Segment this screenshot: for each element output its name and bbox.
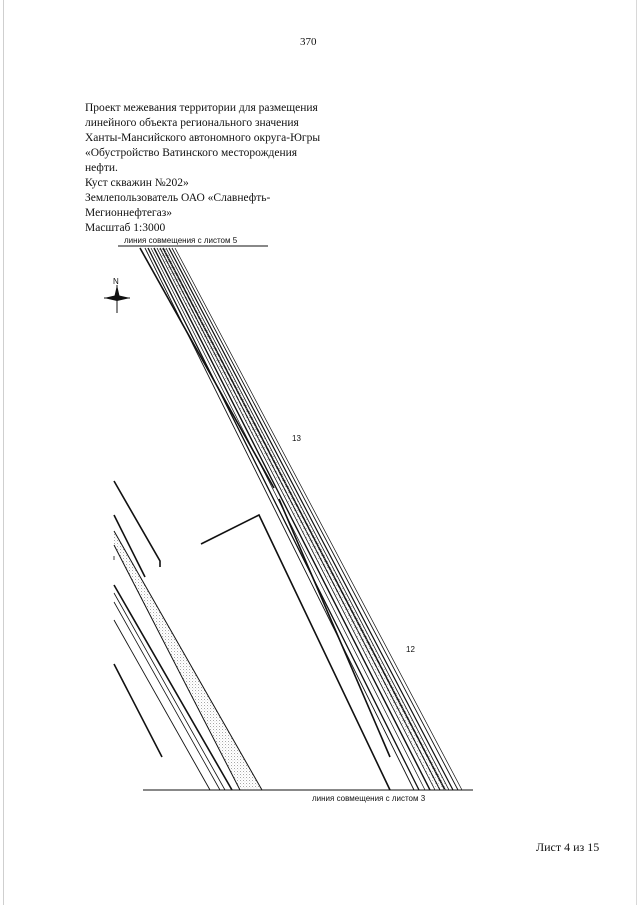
north-arrow-label: N (113, 277, 119, 286)
title-line-5: нефти. (85, 162, 118, 174)
title-line-7: Землепользователь ОАО «Славнефть- (85, 192, 271, 204)
title-line-1: Проект межевания территории для размещения (85, 102, 318, 114)
title-line-6: Куст скважин №202» (85, 177, 189, 189)
title-line-4: «Обустройство Ватинского месторождения (85, 147, 298, 159)
title-line-9: Масштаб 1:3000 (85, 222, 166, 234)
bottom-match-line-label: линия совмещения с листом 3 (312, 794, 426, 803)
page-number: 370 (300, 36, 317, 48)
left-road-lines (114, 481, 262, 790)
title-line-2: линейного объекта регионального значения (85, 117, 299, 129)
title-line-3: Ханты-Мансийского автономного округа-Югры (85, 132, 321, 144)
top-match-line-label: линия совмещения с листом 5 (124, 236, 238, 245)
boundary-point-12: 12 (406, 645, 415, 654)
sheet-number: Лист 4 из 15 (536, 840, 600, 854)
north-arrow-icon (104, 277, 130, 313)
title-line-8: Мегионнефтегаз» (85, 207, 173, 219)
boundary-point-13: 13 (292, 434, 301, 443)
